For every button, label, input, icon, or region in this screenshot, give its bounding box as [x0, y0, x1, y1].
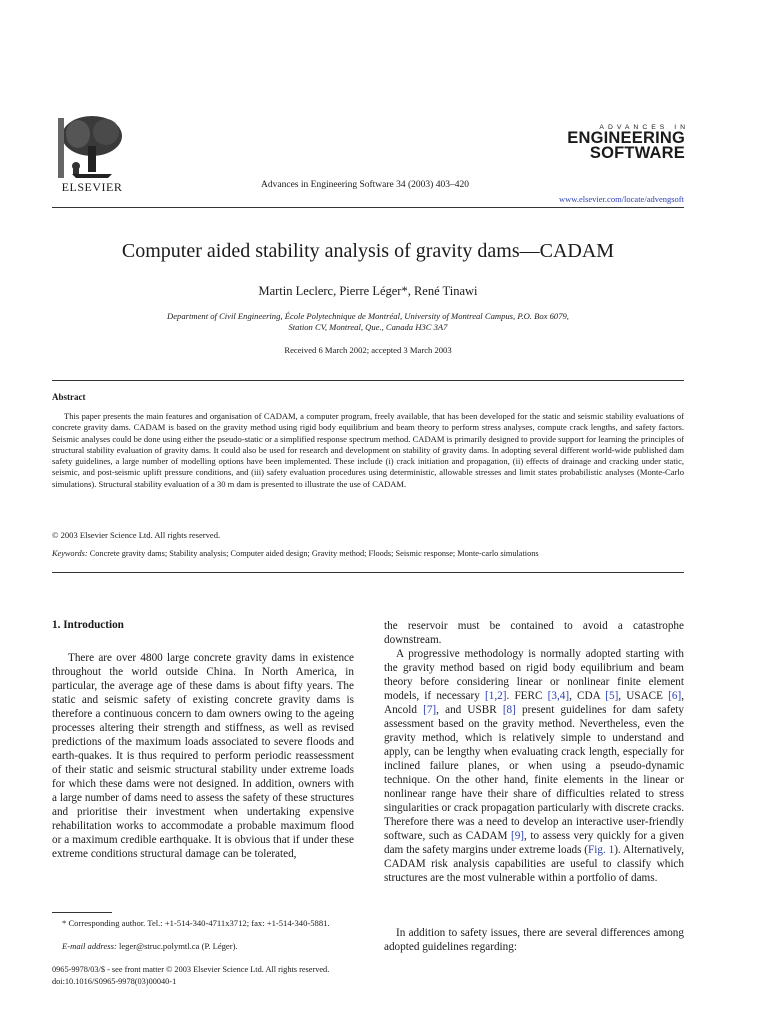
article-authors: Martin Leclerc, Pierre Léger*, René Tinawi	[258, 284, 478, 298]
text-run: A progressive methodology is normally adopted starting with the gravity method based on rigid body equilibrium and beam theory before considering linear or nonlinear finite element models, if necessary	[384, 648, 684, 702]
citation-link[interactable]: [7]	[423, 704, 437, 716]
keywords-label: Keywords:	[52, 549, 88, 558]
citation-link[interactable]: [3,4]	[547, 690, 570, 702]
right-column-paragraph-3: In addition to safety issues, there are several differences among adopted guidelines regarding:	[384, 927, 684, 953]
text-run: , USACE	[618, 690, 669, 702]
citation-link[interactable]: [5]	[605, 690, 619, 702]
citation-link[interactable]: [6]	[668, 690, 682, 702]
doi-line: doi:10.1016/S0965-9978(03)00040-1	[52, 977, 177, 986]
abstract-top-rule	[52, 380, 684, 381]
right-column-paragraph-2	[384, 647, 684, 885]
abstract-copyright: © 2003 Elsevier Science Ltd. All rights reserved.	[52, 530, 221, 540]
abstract-bottom-rule	[52, 572, 684, 573]
publisher-name: ELSEVIER	[61, 180, 123, 194]
author-email-note	[62, 941, 354, 951]
abstract-heading: Abstract	[52, 392, 86, 402]
journal-logo-line1: ADVANCES IN	[599, 124, 689, 131]
journal-logo-line3: SOFTWARE	[589, 144, 685, 162]
author-affiliation	[100, 311, 636, 333]
affiliation-line2: Station CV, Montreal, Que., Canada H3C 3A7	[288, 322, 448, 332]
header-rule	[52, 207, 684, 208]
text-run: , CDA	[569, 690, 606, 702]
citation-link[interactable]: [9]	[510, 830, 525, 842]
text-run: ). Alternatively, CADAM risk analysis capabilities are useful to classify which structures are the most vulnerable within a portfolio of dams.	[384, 844, 685, 884]
journal-citation: Advances in Engineering Software 34 (2003) 403–420	[261, 180, 469, 190]
text-run: present guidelines for dam safety assessment based on the gravity method. Nevertheless, even the gravity method, which is relatively simple to understand and apply, can be lengthy when evaluating crack length, especially for inclined failure planes, or when using a pseudo-dynamic technique. On the other hand, finite elements in the linear or nonlinear range have their share of difficulties related to stress singularities or crack propagation particularly with discrete cracks. Therefore there was a need to develop an interactive user-friendly software, such as CADAM	[384, 704, 685, 842]
abstract-text: This paper presents the main features and organisation of CADAM, a computer program, freely available, that has been developed for the static and seismic stability evaluations of concrete gravity dams. CADAM is based on the gravity method using rigid body equilibrium and beam theory to perform stress analyses, compute crack lengths, and safety factors. Seismic analyses could be done using either the pseudo-static or a simplified response spectrum method. CADAM is primarily designed to provide support for learning the principles of structural stability evaluation of gravity dams. It could also be used for research and development on stability of gravity dams. In adopting several different world-wide published dam safety guidelines, a large number of modelling options have been implemented. These include (i) crack initiation and propagation, (ii) effects of drainage and cracking under static, seismic, and post-seismic uplift pressure conditions, and (iii) safety evaluation procedures using deterministic, allowable stresses and limit states probabilistic analyses (Monte-Carlo simulations). Structural stability evaluation of a 30 m dam is presented to illustrate the use of CADAM.	[52, 411, 684, 489]
issn-line: 0965-9978/03/$ - see front matter © 2003 Elsevier Science Ltd. All rights reserved.	[52, 965, 330, 974]
introduction-paragraph: There are over 4800 large concrete gravity dams in existence throughout the world outside China. In North America, in particular, the average age of these dams is about fifty years. The static and seismic safety of existing concrete gravity dams is therefore a continuous concern to dam owners owing to the ageing processes altering their strength and stiffness, as well as revised predictions of the maximum loads associated to severe floods and earth-quakes. It is thus required to perform periodic reassessment of their static and seismic structural stability under extreme loads for which these dams were not designed. In addition, owners with a large number of dams need to assess the safety of these structures and prioritise their investment when undertaking expensive rehabilitation works to accommodate a probable maximum flood or a maximum credible earthquake. It is obvious that if under these extreme conditions structural damage can be tolerated,	[52, 652, 354, 860]
journal-url-link[interactable]: www.elsevier.com/locate/advengsoft	[558, 194, 684, 204]
journal-logo-line2: ENGINEERING	[567, 129, 685, 147]
article-title: Computer aided stability analysis of gravity dams—CADAM	[121, 240, 615, 262]
affiliation-line1: Department of Civil Engineering, École Polytechnique de Montréal, University of Montreal Campus, P.O. Box 6079,	[167, 311, 569, 321]
section-heading-introduction: 1. Introduction	[52, 619, 124, 631]
text-run: . FERC	[506, 690, 548, 702]
email-address[interactable]: leger@struc.polymtl.ca (P. Léger).	[116, 941, 238, 951]
citation-link[interactable]: [1,2]	[485, 690, 507, 702]
journal-logo	[520, 124, 689, 162]
figure-link[interactable]: Fig. 1	[588, 844, 615, 856]
text-run: , to assess very quickly for a given dam the safety margins under extreme loads (	[384, 830, 684, 856]
keywords	[52, 549, 684, 558]
citation-link[interactable]: [8]	[502, 704, 516, 716]
elsevier-tree-logo	[52, 112, 132, 182]
corresponding-author-note: * Corresponding author. Tel.: +1-514-340-4711x3712; fax: +1-514-340-5881.	[62, 918, 330, 928]
footnote-rule	[52, 912, 112, 913]
received-dates: Received 6 March 2002; accepted 3 March 2003	[284, 345, 452, 355]
text-run: , Ancold	[384, 690, 684, 716]
keywords-list: Concrete gravity dams; Stability analysis; Computer aided design; Gravity method; Floods; Seismic response; Monte-carlo simulations	[89, 549, 539, 558]
right-column-paragraph-1: the reservoir must be contained to avoid a catastrophe downstream.	[384, 620, 684, 646]
text-run: , and USBR	[436, 704, 503, 716]
email-label: E-mail address:	[62, 941, 117, 951]
